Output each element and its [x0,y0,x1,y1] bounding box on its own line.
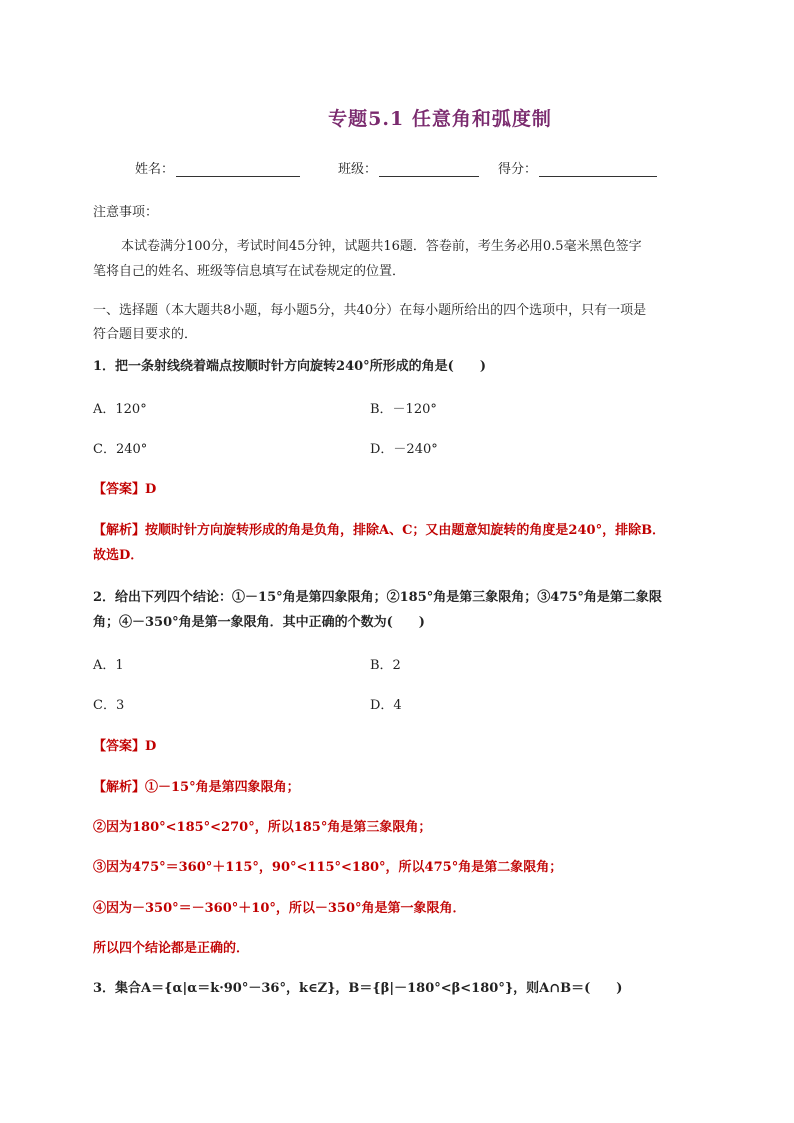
score-field [498,158,657,177]
q2-analysis-line-5: 所以四个结论都是正确的． [93,941,250,956]
q2-stem-line-2: 角；④－350°角是第一象限角．其中正确的个数为( ) [93,615,425,630]
class-label: 班级： [338,162,378,177]
q2-analysis-line-2: ②因为180°<185°<270°，所以185°角是第三象限角； [93,820,432,835]
q1-option-b: B．－120° [370,402,437,417]
q1-option-c: C．240° [93,442,148,457]
name-label: 姓名： [135,162,175,177]
q2-option-b: B．2 [370,658,401,673]
q1-analysis-line-1: 【解析】按顺时针方向旋转形成的角是负角，排除A、C；又由题意知旋转的角度是240°，排除B． [93,523,666,538]
q1-stem: 1．把一条射线绕着端点按顺时针方向旋转240°所形成的角是( ) [93,359,486,374]
q2-analysis-line-3: ③因为475°＝360°＋115°，90°<115°<180°，所以475°角是第二象限角； [93,860,563,875]
q2-option-a: A．1 [93,658,124,673]
name-blank [176,162,300,177]
q2-analysis-line-1: 【解析】①－15°角是第四象限角； [93,780,300,795]
notice-heading: 注意事项： [93,205,159,220]
q2-option-d: D．4 [370,698,402,713]
section-line-2: 符合题目要求的． [93,327,198,342]
q1-answer: 【答案】D [93,482,157,497]
class-blank [379,162,479,177]
name-field [135,158,300,177]
q2-analysis-line-4: ④因为－350°＝－360°＋10°，所以－350°角是第一象限角． [93,901,466,916]
notice-line-1: 本试卷满分100分，考试时间45分钟，试题共16题．答卷前，考生务必用0.5毫米黑色签字 [121,239,642,254]
q2-stem-line-1: 2．给出下列四个结论：①－15°角是第四象限角；②185°角是第三象限角；③475°角是第二象限 [93,590,662,605]
notice-line-2: 笔将自己的姓名、班级等信息填写在试卷规定的位置． [93,264,406,279]
q3-stem: 3．集合A＝{α|α＝k·90°－36°，k∈Z}，B＝{β|－180°<β<180°}，则A∩B＝( ) [93,981,623,996]
q2-option-c: C．3 [93,698,125,713]
score-blank [539,162,657,177]
page-title: 专题5.1 任意角和弧度制 [328,108,552,130]
q1-analysis-line-2: 故选D． [93,548,144,563]
class-field [338,158,479,177]
q1-option-a: A．120° [93,402,147,417]
q2-answer: 【答案】D [93,739,157,754]
q1-option-d: D．－240° [370,442,438,457]
section-line-1: 一、选择题（本大题共8小题，每小题5分，共40分）在每小题所给出的四个选项中，只有一项是 [93,303,647,318]
score-label: 得分： [498,162,538,177]
